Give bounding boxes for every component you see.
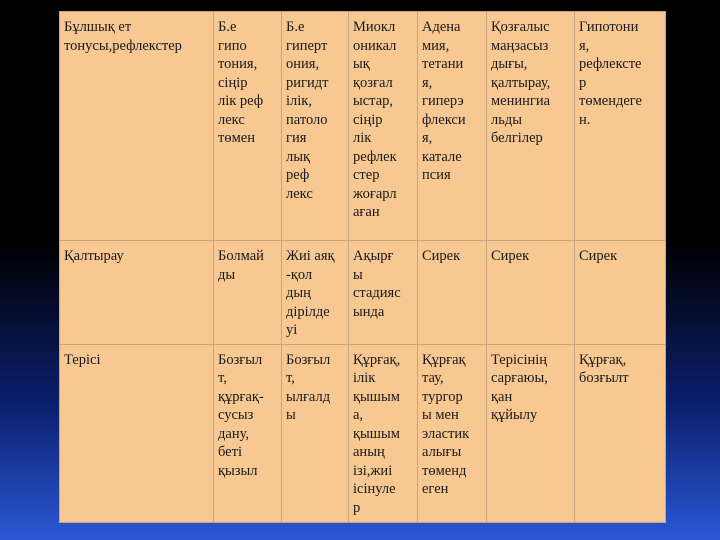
table-cell: Сирек — [487, 241, 575, 345]
table-cell: Миокл оникал ық қозғал ыстар, сіңір лік рефлек стер жоғарл аған — [349, 12, 418, 241]
table-cell: Б.е гипо тония, сіңір лік реф лекс төмен — [214, 12, 282, 241]
table-cell: Бозғыл т, ылғалд ы — [282, 344, 349, 523]
table-cell: Құрғақ, бозғылт — [575, 344, 666, 523]
table-cell: Сирек — [575, 241, 666, 345]
table-cell: Терісі — [60, 344, 214, 523]
table-cell: Адена мия, тетани я, гиперэ флекси я, катале псия — [418, 12, 487, 241]
table-cell: Бозғыл т, құрғақ- сусыз дану, беті қызыл — [214, 344, 282, 523]
table-cell: Қозғалыс маңзасыз дығы, қалтырау, менингиа льды белгілер — [487, 12, 575, 241]
table-cell: Гипотони я, рефлексте р төмендеге н. — [575, 12, 666, 241]
table-cell: Ақырғ ы стадияс ында — [349, 241, 418, 345]
table-row-shiver — [60, 241, 666, 345]
table-cell: Қалтырау — [60, 241, 214, 345]
table-cell: Болмай ды — [214, 241, 282, 345]
table-cell: Б.е гиперт ония, ригидт ілік, патоло гия лық реф лекс — [282, 12, 349, 241]
table-cell: Құрғақ, ілік қышым а, қышым аның ізі,жиі ісінуле р — [349, 344, 418, 523]
table-cell: Сирек — [418, 241, 487, 345]
table-row-header — [60, 12, 666, 241]
table-cell: Құрғақ тау, тургор ы мен эластик алығы төменд еген — [418, 344, 487, 523]
symptom-table — [59, 11, 666, 523]
table-row-skin — [60, 344, 666, 523]
table-cell: Бұлшық ет тонусы,рефлекстер — [60, 12, 214, 241]
table-cell: Жиі аяқ -қол дың дірілде уі — [282, 241, 349, 345]
table-cell: Терісінің сарғаюы, қан құйылу — [487, 344, 575, 523]
